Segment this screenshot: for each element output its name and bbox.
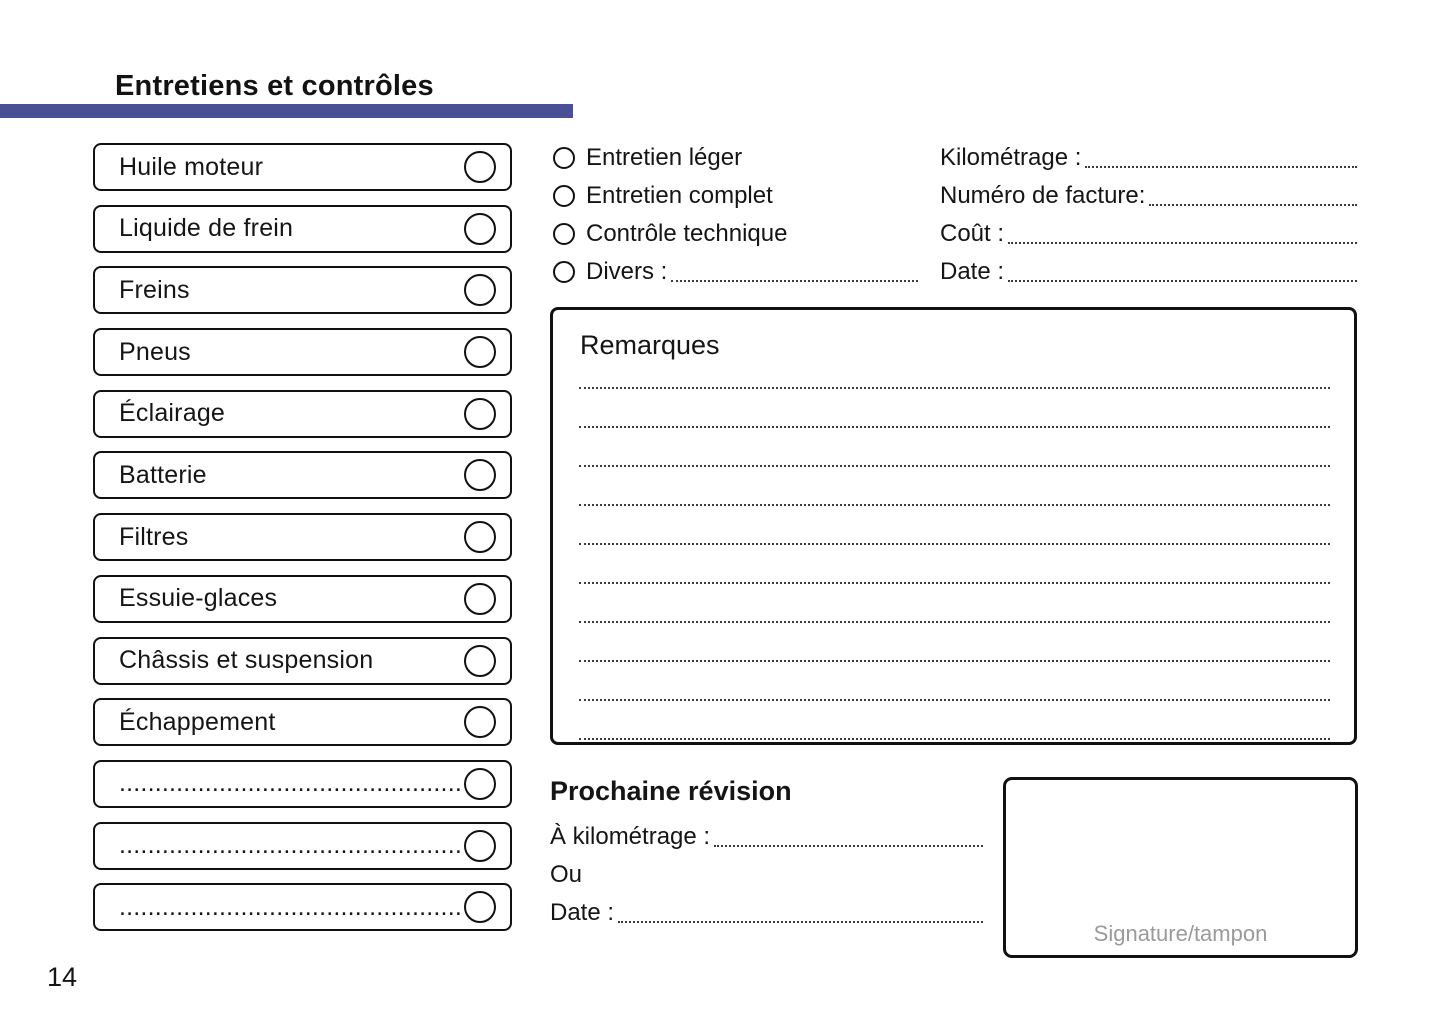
checkbox-circle[interactable] (464, 583, 496, 615)
radio-circle[interactable] (553, 223, 575, 245)
field-label: Ou (550, 861, 583, 888)
checklist-row (93, 760, 512, 808)
page-title: Entretiens et contrôles (115, 70, 434, 102)
field-label: Date : (940, 258, 1005, 285)
checkbox-circle[interactable] (464, 151, 496, 183)
service-type-label: Contrôle technique (586, 220, 788, 247)
field-row (550, 818, 983, 856)
maintenance-checklist (93, 143, 512, 931)
checklist-row (93, 513, 512, 561)
checklist-row (93, 266, 512, 314)
invoice-fields (940, 139, 1357, 291)
field-label: Kilométrage : (940, 144, 1082, 171)
signature-label: Signature/tampon (1093, 921, 1268, 946)
radio-circle[interactable] (553, 261, 575, 283)
field-row (940, 215, 1357, 253)
checklist-item-label: ................................................ (119, 769, 462, 798)
dotted-line (1008, 280, 1357, 282)
checkbox-circle[interactable] (464, 830, 496, 862)
title-underline-bar (0, 104, 573, 118)
checklist-row (93, 328, 512, 376)
checklist-item-label: Freins (119, 275, 190, 304)
signature-box (1003, 777, 1358, 958)
checklist-item-label: Échappement (119, 707, 276, 736)
field-label: Numéro de facture: (940, 182, 1146, 209)
field-row (940, 177, 1357, 215)
checkbox-circle[interactable] (464, 768, 496, 800)
checklist-row (93, 637, 512, 685)
service-type-row (553, 215, 918, 253)
field-row (550, 856, 983, 894)
remarks-dotted-line (579, 389, 1330, 428)
page-number: 14 (47, 962, 78, 992)
checklist-row (93, 451, 512, 499)
checklist-item-label: Éclairage (119, 399, 226, 428)
field-row (550, 894, 983, 932)
remarks-dotted-line (579, 428, 1330, 467)
remarks-dotted-line (579, 662, 1330, 701)
checkbox-circle[interactable] (464, 336, 496, 368)
checklist-row (93, 575, 512, 623)
dotted-line (1149, 204, 1357, 206)
dotted-line (1008, 242, 1357, 244)
checklist-item-label: Pneus (119, 337, 191, 366)
checkbox-circle[interactable] (464, 521, 496, 553)
service-type-label: Divers : (586, 258, 668, 285)
checklist-row (93, 822, 512, 870)
service-type-options (553, 139, 918, 291)
remarks-title: Remarques (580, 330, 720, 360)
checklist-item-label: Batterie (119, 460, 207, 489)
remarks-dotted-line (579, 701, 1330, 740)
service-type-label: Entretien léger (586, 144, 743, 171)
checkbox-circle[interactable] (464, 706, 496, 738)
dotted-line (714, 845, 983, 847)
next-service-title: Prochaine révision (550, 776, 792, 806)
remarks-dotted-line (579, 623, 1330, 662)
radio-circle[interactable] (553, 185, 575, 207)
service-type-row (553, 253, 918, 291)
checklist-item-label: Essuie-glaces (119, 584, 278, 613)
checkbox-circle[interactable] (464, 213, 496, 245)
field-label: Coût : (940, 220, 1005, 247)
field-row (940, 253, 1357, 291)
remarks-dotted-line (579, 467, 1330, 506)
checklist-item-label: Liquide de frein (119, 214, 294, 243)
next-service-fields (550, 818, 983, 932)
field-label: Date : (550, 899, 615, 926)
checklist-item-label: ................................................ (119, 831, 462, 860)
remarks-dotted-line (579, 506, 1330, 545)
dotted-line (671, 280, 918, 282)
checklist-item-label: Châssis et suspension (119, 646, 374, 674)
checklist-row (93, 883, 512, 931)
checklist-item-label: Huile moteur (119, 152, 264, 181)
checklist-row (93, 698, 512, 746)
service-type-label: Entretien complet (586, 182, 773, 209)
field-row (940, 139, 1357, 177)
remarks-box (550, 307, 1357, 745)
checklist-row (93, 205, 512, 253)
field-label: À kilométrage : (550, 823, 711, 850)
radio-circle[interactable] (553, 147, 575, 169)
remarks-dotted-line (579, 350, 1330, 389)
dotted-line (1085, 166, 1357, 168)
checkbox-circle[interactable] (464, 398, 496, 430)
checklist-row (93, 390, 512, 438)
checklist-row (93, 143, 512, 191)
checkbox-circle[interactable] (464, 891, 496, 923)
checklist-item-label: Filtres (119, 522, 189, 551)
checkbox-circle[interactable] (464, 459, 496, 491)
remarks-lines (579, 350, 1330, 740)
service-type-row (553, 139, 918, 177)
checklist-item-label: ................................................ (119, 892, 462, 921)
checkbox-circle[interactable] (464, 645, 496, 677)
service-type-row (553, 177, 918, 215)
checkbox-circle[interactable] (464, 274, 496, 306)
remarks-dotted-line (579, 545, 1330, 584)
remarks-dotted-line (579, 584, 1330, 623)
dotted-line (618, 921, 983, 923)
